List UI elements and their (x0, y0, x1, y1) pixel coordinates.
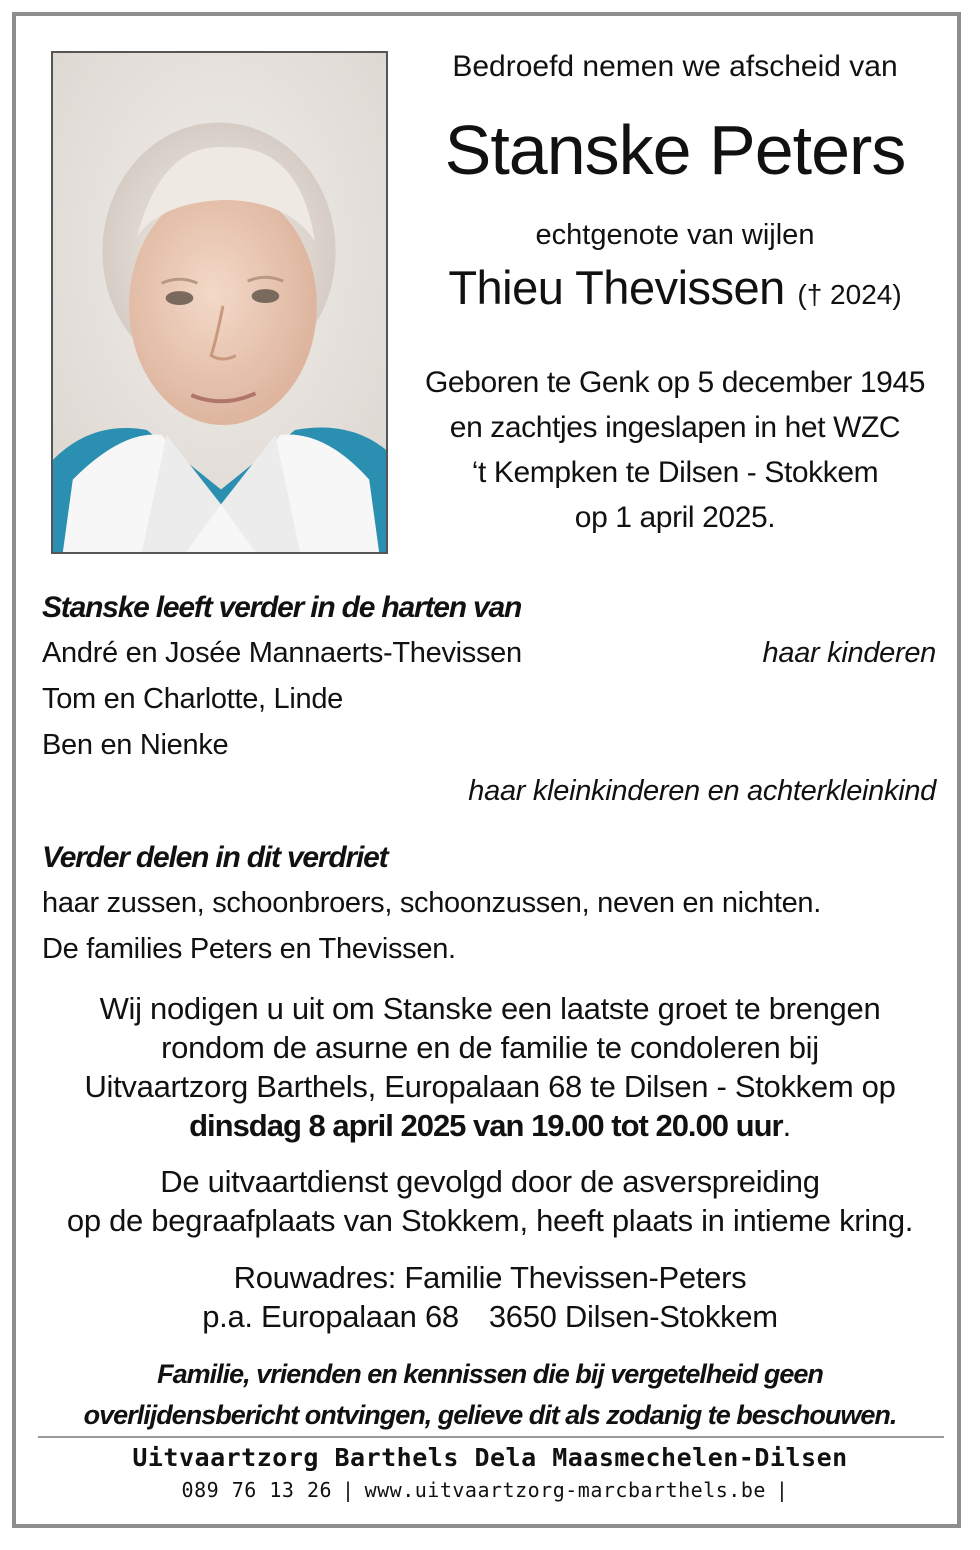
family-line: André en Josée Mannaerts-Thevissen (42, 637, 522, 669)
spouse-label: echtgenote van wijlen (535, 219, 815, 251)
portrait-photo (51, 51, 388, 554)
bio-text (410, 360, 940, 540)
footer-separator: | (342, 1478, 355, 1502)
footer-phone: 089 76 13 26 (181, 1478, 333, 1502)
bio-line: en zachtjes ingeslapen in het WZC (449, 411, 901, 444)
deceased-name: Stanske Peters (444, 111, 906, 189)
footer-website[interactable]: www.uitvaartzorg-marcbarthels.be (364, 1478, 766, 1502)
family-line: Tom en Charlotte, Linde (42, 683, 343, 715)
spouse-name: Thieu Thevissen (448, 261, 785, 314)
footer-divider (38, 1436, 944, 1438)
footer-separator: | (775, 1478, 789, 1502)
spouse-death-note: († 2024) (797, 279, 902, 310)
invitation-line: Uitvaartzorg Barthels, Europalaan 68 te Dilsen - Stokkem op (84, 1069, 896, 1104)
invitation-date-line (40, 1106, 940, 1145)
address-city: 3650 Dilsen-Stokkem (488, 1299, 778, 1334)
notice-line: overlijdensbericht ontvingen, gelieve dit als zodanig te beschouwen. (83, 1400, 897, 1430)
mourning-address (40, 1258, 940, 1336)
bio-line: op 1 april 2025. (574, 501, 776, 534)
role-grandchildren: haar kleinkinderen en achterkleinkind (468, 775, 936, 807)
invitation-text (40, 989, 940, 1145)
notice-text (40, 1354, 940, 1436)
bio-line: ‘t Kempken te Dilsen - Stokkem (471, 456, 879, 489)
address-line: Rouwadres: Familie Thevissen-Peters (233, 1260, 747, 1295)
others-line: De families Peters en Thevissen. (42, 933, 456, 965)
footer-company: Uitvaartzorg Barthels Dela Maasmechelen-Dilsen (132, 1443, 848, 1472)
family-line: Ben en Nienke (42, 729, 229, 761)
bio-line: Geboren te Genk op 5 december 1945 (424, 366, 926, 399)
intro-text: Bedroefd nemen we afscheid van (452, 50, 898, 83)
notice-line: Familie, vrienden en kennissen die bij vergetelheid geen (157, 1359, 823, 1389)
family-section-title: Stanske leeft verder in de harten van (42, 591, 522, 624)
spouse-line (410, 258, 940, 325)
service-line: op de begraafplaats van Stokkem, heeft plaats in intieme kring. (66, 1203, 914, 1238)
service-text (40, 1162, 940, 1240)
footer-contact (40, 1476, 940, 1504)
invitation-date-suffix: . (782, 1108, 791, 1143)
invitation-line: rondom de asurne en de familie te condoleren bij (161, 1030, 819, 1065)
address-street-line (40, 1297, 940, 1336)
address-street: p.a. Europalaan 68 (202, 1299, 459, 1334)
invitation-date: dinsdag 8 april 2025 van 19.00 tot 20.00 uur (189, 1108, 783, 1143)
others-section-title: Verder delen in dit verdriet (42, 841, 388, 874)
others-line: haar zussen, schoonbroers, schoonzussen, neven en nichten. (42, 887, 821, 919)
invitation-line: Wij nodigen u uit om Stanske een laatste groet te brengen (99, 991, 881, 1026)
service-line: De uitvaartdienst gevolgd door de asverspreiding (160, 1164, 820, 1199)
role-children: haar kinderen (762, 637, 936, 669)
